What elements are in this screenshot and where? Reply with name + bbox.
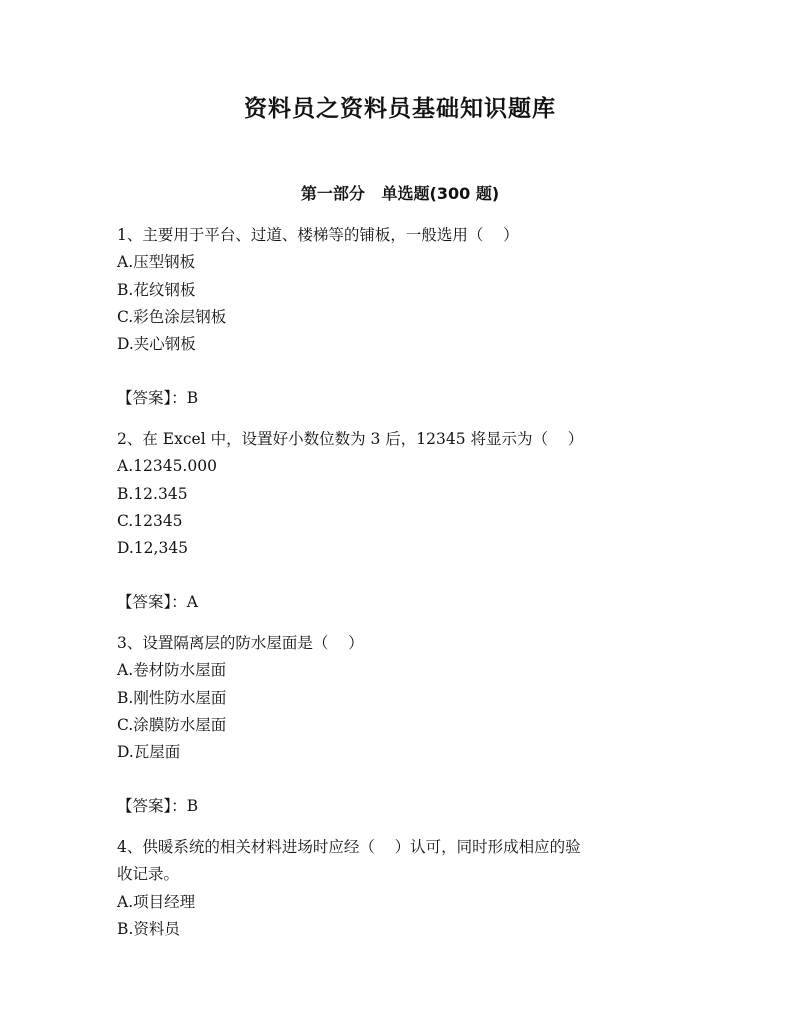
option-b: B.12.345 bbox=[117, 484, 188, 503]
section-title: 第一部分 单选题(300 题) bbox=[300, 184, 500, 203]
option-b: B.刚性防水屋面 bbox=[117, 688, 227, 707]
option-b: B.花纹钢板 bbox=[117, 280, 196, 299]
question-4 bbox=[117, 834, 707, 943]
question-stem-line-1: 4、供暖系统的相关材料进场时应经（ ）认可，同时形成相应的验 bbox=[117, 838, 581, 856]
question-3 bbox=[117, 630, 707, 766]
option-d: D.夹心钢板 bbox=[117, 335, 196, 354]
option-a: A.项目经理 bbox=[117, 892, 196, 911]
option-c: C.彩色涂层钢板 bbox=[117, 307, 227, 326]
option-c: C.涂膜防水屋面 bbox=[117, 715, 227, 734]
option-b: B.资料员 bbox=[117, 919, 180, 938]
option-a: A.压型钢板 bbox=[117, 253, 196, 272]
answer-3: 【答案】：B bbox=[117, 797, 199, 815]
question-2 bbox=[117, 426, 707, 562]
question-stem: 1、主要用于平台、过道、楼梯等的铺板，一般选用（ ） bbox=[117, 226, 519, 244]
question-stem-line-2: 收记录。 bbox=[117, 865, 180, 884]
answer-2: 【答案】：A bbox=[117, 593, 198, 611]
option-d: D.12,345 bbox=[117, 539, 189, 558]
question-1 bbox=[117, 222, 707, 358]
question-stem: 3、设置隔离层的防水屋面是（ ） bbox=[117, 634, 364, 652]
document-title: 资料员之资料员基础知识题库 bbox=[244, 96, 556, 122]
option-a: A.12345.000 bbox=[117, 457, 217, 476]
option-c: C.12345 bbox=[117, 511, 183, 530]
option-a: A.卷材防水屋面 bbox=[117, 661, 227, 680]
question-stem: 2、在 Excel 中，设置好小数位数为 3 后，12345 将显示为（ ） bbox=[117, 430, 584, 448]
option-d: D.瓦屋面 bbox=[117, 743, 181, 762]
answer-1: 【答案】：B bbox=[117, 389, 199, 407]
